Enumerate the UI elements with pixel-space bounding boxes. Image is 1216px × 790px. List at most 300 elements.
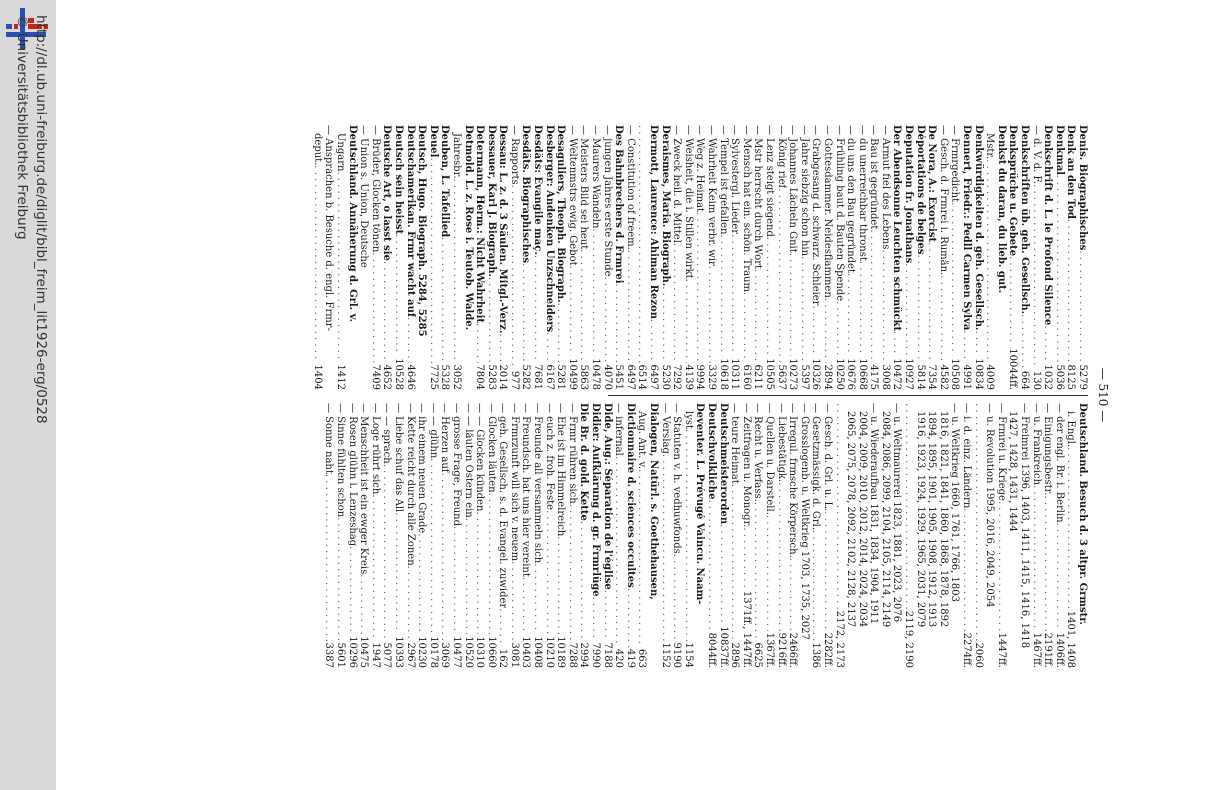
index-entry-term: Mstr. [984, 133, 996, 160]
leader-dots [601, 277, 613, 363]
index-entry-number: 5281 [555, 364, 567, 390]
leader-dots [636, 469, 648, 647]
index-entry-number: 3052 [450, 364, 462, 390]
index-entry [984, 403, 996, 668]
leader-dots [763, 515, 775, 631]
index-entry-number: 5279 [1077, 364, 1088, 390]
index-entry-term: 1427, 1428, 1431, 1444 [1007, 411, 1019, 532]
index-entry-term: Denkschriften üb. geh. Gesellsch. [1019, 125, 1031, 315]
index-entry-number [926, 627, 938, 629]
index-entry-term: deput. [311, 133, 323, 166]
index-entry-number: 10408 [532, 636, 544, 668]
index-entry [520, 403, 532, 668]
index-entry-term: — Bau ist gegründet [868, 125, 880, 230]
index-entry [705, 403, 717, 668]
leader-dots [752, 502, 764, 641]
index-entry [937, 125, 949, 390]
index-entry-term: — Zweck heil. d. Mittel [671, 125, 683, 243]
index-entry-number: 7725 [427, 364, 439, 390]
index-entry-term: — Weisheit, die i. Stillen wirkt [682, 125, 694, 279]
index-entry [1030, 125, 1042, 390]
scanned-page [160, 0, 1120, 790]
leader-dots [868, 229, 880, 362]
index-entry-number: 10044ff. [1007, 348, 1019, 390]
index-entry-number [798, 640, 810, 642]
leader-dots [427, 458, 439, 634]
index-entry-term: Dennert, Friedr.: Pedll Carmen Sylva [961, 125, 973, 331]
index-entry [543, 403, 555, 668]
leader-dots [543, 332, 555, 362]
index-entry [532, 125, 544, 390]
leader-dots [821, 298, 833, 363]
index-entry-number: 2172, 2173 [833, 610, 845, 668]
index-entry-term: — Frmr rühren sich [566, 403, 578, 504]
index-entry [717, 125, 729, 390]
leader-dots [485, 277, 497, 363]
index-entry-number: 1404 [311, 364, 323, 390]
index-entry-number: 3008 [879, 364, 891, 390]
index-entry-number: 4070 [601, 364, 613, 390]
index-entry [729, 125, 741, 390]
leader-dots [717, 234, 729, 356]
index-entry [358, 125, 370, 390]
index-entry-term: — u. Wiederaufbau 1831, 1834, 1904, 1911 [868, 403, 880, 625]
page-number: — 510 — [1096, 367, 1110, 423]
index-entry [787, 125, 799, 390]
index-entry [346, 125, 358, 390]
index-entry [972, 125, 984, 390]
index-entry [682, 125, 694, 390]
index-entry-term: Desberger: Andenken Unzschneiders [543, 125, 555, 333]
index-entry-number: 10528 [392, 358, 404, 390]
index-entry [555, 125, 567, 390]
leader-dots [845, 273, 857, 356]
leader-dots [439, 473, 451, 641]
index-entry-number: 1406ff. [1053, 632, 1065, 668]
index-entry-term: — u. Weltkrieg 1660, 1761, 1766, 1803 [949, 403, 961, 602]
index-entry-number: 3387 [323, 642, 335, 668]
index-entry [439, 403, 451, 668]
leader-dots [671, 554, 683, 641]
index-entry-number: 1401, 1408 [1065, 610, 1077, 668]
index-entry [323, 403, 335, 668]
leader-dots [833, 403, 845, 609]
index-entry [926, 403, 938, 668]
index-entry [334, 125, 346, 390]
index-column-right [323, 403, 1088, 668]
index-entry-number: 5814 [914, 364, 926, 390]
index-entry [960, 125, 972, 390]
index-entry-number: 10273 [787, 358, 799, 390]
index-entry-term: — Recht u. Verfass. [752, 403, 764, 502]
index-entry-term: — u. Frankreich [1030, 403, 1042, 486]
index-entry-term: — Loge rührt sich [369, 403, 381, 495]
index-entry-term: — u. Weltmaurerei 1823, 1881, 2023, 2076 [891, 403, 903, 623]
index-entry-term: Denkwürdigkeiten d. geh. Gesellsch. [972, 125, 984, 331]
source-url-link[interactable]: http://dl.ub.uni-freiburg.de/diglit/bibl_freim_lit1926-erg/0528 [33, 15, 49, 424]
leader-dots [1018, 314, 1030, 369]
index-entry-term: — — glühn [427, 403, 439, 459]
leader-dots [311, 165, 323, 362]
index-entry-number: 7804 [474, 364, 486, 390]
index-entry [311, 125, 323, 390]
index-entry-number: 9216ff. [775, 632, 787, 668]
index-entry-term: 2065, 2075, 2078, 2092, 2102, 2128, 2137 [845, 411, 857, 628]
index-entry-number [1076, 625, 1088, 627]
index-entry-term: Denksprüche u. Gebete [1007, 125, 1019, 257]
index-entry-term: — — Glocken künden [474, 403, 486, 512]
index-entry-term: — Johannes Lächeln Gnit [787, 125, 799, 253]
index-entry-number [1007, 532, 1019, 534]
index-entry-number: 6497 [624, 364, 636, 390]
index-entry [474, 403, 486, 668]
index-entry [624, 403, 636, 668]
index-entry-number: 162 [497, 648, 509, 668]
index-entry-term: — Gottesdammer. Neidesflammen [821, 125, 833, 298]
index-entry-term: i. Engl. [1065, 411, 1077, 448]
index-entry-term: — — sprach [381, 403, 393, 464]
index-entry-number: 10478 [590, 358, 602, 390]
index-entry-term: — Statuten v. h. vedhuwfonds [671, 403, 683, 554]
index-entry-term: Deputation fr. Jonathans [903, 125, 915, 264]
index-entry-number: 6211 [752, 364, 764, 390]
index-entry [1007, 125, 1019, 390]
index-entry [903, 125, 915, 390]
index-entry-number [949, 602, 961, 604]
index-entry-term: — Freimrei 1396, 1403, 1411, 1415, 1416, 1418 [1019, 403, 1031, 649]
leader-dots [323, 474, 335, 641]
index-entry-term: — König rief [775, 125, 787, 189]
leader-dots [474, 511, 486, 634]
index-entry-term: — grosse Frage, Freund [450, 403, 462, 527]
leader-dots [1065, 219, 1077, 363]
index-entry [566, 125, 578, 390]
index-entry-number: 663 [636, 648, 648, 668]
leader-dots [995, 501, 1007, 631]
index-entry [949, 403, 961, 668]
index-entry [984, 125, 996, 390]
index-entry [798, 403, 810, 668]
index-entry-number: 10520 [462, 636, 474, 668]
index-entry-number: 7288 [566, 642, 578, 668]
index-entry [624, 125, 636, 390]
leader-dots [798, 256, 810, 362]
leader-dots [810, 306, 822, 357]
index-entry-number: 5601 [335, 642, 346, 668]
index-entry-number: 8044ff. [706, 632, 717, 668]
leader-dots [960, 330, 972, 362]
index-entry [960, 403, 972, 668]
index-entry-number [868, 624, 880, 626]
leader-dots [810, 530, 822, 640]
leader-dots [485, 493, 497, 635]
index-entry [868, 403, 880, 668]
index-entry [416, 403, 428, 668]
index-entry-number: 1154 [682, 642, 694, 668]
index-entry [891, 125, 903, 390]
index-entry-term: — Weltenmstrs ewig. Gebot [566, 125, 578, 266]
index-entry-number: 1367ff. [763, 632, 775, 668]
index-entry [1007, 403, 1019, 668]
index-entry [450, 125, 462, 390]
index-entry-term: Desdäts. Biographisches [520, 125, 532, 264]
index-entry-term: — Freunde all versammeln sich [532, 403, 544, 564]
leader-dots [334, 517, 346, 640]
leader-dots [404, 317, 416, 362]
leader-dots [589, 597, 601, 641]
index-entry [474, 125, 486, 390]
leader-dots [903, 403, 915, 609]
index-entry-number: 6625 [752, 642, 764, 668]
index-entry-number [937, 627, 949, 629]
index-entry-term: — Wahrheit Keim verbr. wir [706, 125, 717, 266]
index-entry [856, 125, 868, 390]
index-entry-term: — Weg z. Heimat [694, 125, 706, 213]
index-entry-number: 5637 [775, 364, 787, 390]
index-entry-term: Determann, Herm.: Nicht Wahrheit [474, 125, 486, 323]
index-entry-number: 419 [624, 648, 636, 668]
index-entry-term: — Verslag [659, 403, 671, 454]
index-entry-number: 10189 [555, 636, 567, 668]
leader-dots [1007, 256, 1019, 346]
index-entry-term: Jahresbr. [450, 133, 462, 179]
index-entry [543, 125, 555, 390]
index-entry-number: 4646 [404, 364, 416, 390]
index-entry [694, 403, 706, 668]
leader-dots [763, 237, 775, 356]
leader-dots [508, 185, 520, 369]
index-entry [682, 403, 694, 668]
index-entry-term: — Kette reicht durch alle Zonen [404, 403, 416, 566]
copyright-text: © Universitätsbibliothek Freiburg [14, 15, 30, 240]
index-entry-number [856, 627, 868, 629]
index-entry-number: 10477 [450, 636, 462, 668]
index-entry-number: 10210 [543, 636, 555, 668]
leader-dots [1076, 250, 1088, 362]
leader-dots [543, 510, 555, 634]
leader-dots [949, 202, 961, 356]
index-entry-number: 10326 [810, 358, 822, 390]
index-entry-number: 1412 [335, 364, 346, 390]
index-entry [798, 125, 810, 390]
index-entry-term: Didier: Aufklärung d. gr. Frmrlüge [590, 403, 602, 597]
index-entry [578, 403, 590, 668]
index-entry-term: Deuben, L. Tafellied [439, 125, 451, 238]
index-entry-term: — d. V. d. F. [1030, 125, 1042, 185]
index-entry [369, 125, 381, 390]
leader-dots [624, 250, 636, 363]
leader-dots [752, 269, 764, 362]
leader-dots [578, 249, 590, 362]
index-entry-number [416, 337, 428, 339]
leader-dots [497, 333, 509, 362]
index-entry [833, 403, 845, 668]
index-entry-number [995, 293, 1007, 295]
index-entry-number: 10837ff. [717, 626, 729, 668]
index-entry-number: 4991 [961, 364, 973, 390]
index-entry-number: 10472 [891, 358, 903, 390]
index-entry-term: — Gesch. d. Frmrei i. Rumän. [937, 125, 949, 276]
index-entry [845, 125, 857, 390]
index-entry-number: 5283 [485, 364, 497, 390]
index-entry-term: 1894, 1895, 1901, 1905, 1908, 1912, 1913 [926, 411, 938, 628]
index-entry-term: Dialogen, Natürl. s. Goethehausen, [648, 403, 660, 600]
index-entry [1018, 125, 1030, 390]
index-entry [601, 403, 613, 668]
leader-dots [369, 252, 381, 362]
index-entry-term: — geh. Gesellsch. s. d. Evangel. zuwider [497, 403, 509, 609]
index-entry [763, 125, 775, 390]
leader-dots [740, 292, 752, 363]
index-entry-term: 1816, 1821, 1841, 1860, 1868, 1878, 1892 [937, 411, 949, 628]
leader-dots [682, 429, 694, 641]
index-entry [404, 403, 416, 668]
index-entry [508, 125, 520, 390]
index-entry-number: 5077 [381, 642, 393, 668]
index-entry-number: 420 [613, 648, 625, 668]
index-entry [879, 125, 891, 390]
index-entry-term: — Quellen u. Darstell. [763, 403, 775, 515]
leader-dots [682, 279, 694, 363]
sidebar [0, 0, 56, 790]
index-entry-term: Ungarn [335, 133, 346, 172]
leader-dots [717, 524, 729, 624]
index-entry-term: — Constitution of freem. [624, 125, 636, 250]
index-entry-term: 2004, 2009, 2010, 2012, 2014, 2024, 2034 [856, 411, 868, 628]
leader-dots [705, 499, 717, 630]
index-entry-term: Die Br. d. gold. Kette [578, 403, 590, 521]
index-entry-term: — Ehe ist im Himmelreich [555, 403, 567, 537]
leader-dots [520, 263, 532, 362]
index-entry [1030, 403, 1042, 668]
index-entry [439, 125, 451, 390]
index-entry [752, 403, 764, 668]
index-entry [346, 403, 358, 668]
leader-dots [1030, 485, 1042, 631]
index-entry-term: — Mstr herrscht durch Wort [752, 125, 764, 270]
index-entry [497, 125, 509, 390]
index-entry-term: Denis. Biographisches [1077, 125, 1088, 251]
leader-dots [334, 171, 346, 362]
index-entry-term: — Irregul. frmsche Körpersch. [787, 403, 799, 558]
index-entry-number: 10676 [845, 358, 857, 390]
index-entry [856, 403, 868, 668]
index-entry [1076, 125, 1088, 390]
leader-dots [555, 536, 567, 634]
index-entry-term: — Brüder, Glocken tönen [369, 125, 381, 253]
index-entry-term: Dide, Aug.: Séparation de l'église [601, 403, 613, 590]
leader-dots [450, 526, 462, 634]
index-entry [392, 403, 404, 668]
leader-dots [926, 242, 938, 362]
index-entry-number: 1447ff. [995, 632, 1007, 668]
leader-dots [659, 286, 671, 362]
index-entry-term: Desdäts: Evangile maç. [532, 125, 544, 255]
leader-dots [787, 558, 799, 631]
index-entry-number: 5282 [520, 364, 532, 390]
index-entry-number [914, 627, 926, 629]
leader-dots [879, 249, 891, 362]
index-entry [601, 125, 613, 390]
leader-dots [671, 243, 683, 363]
index-entry-number: 130 [1030, 370, 1042, 390]
index-entry [485, 403, 497, 668]
index-entry-term: — Liebestätigk. [775, 403, 787, 483]
index-entry-term: Desaguliers, Theoph. Biograph. [555, 125, 567, 303]
index-entry-number: 2466ff. [787, 632, 799, 668]
index-entry-number: 10178 [427, 636, 439, 668]
index-entry-term: Denkschrift d. L. le Profond Silence [1042, 125, 1054, 326]
index-entry-number: 6497 [648, 364, 660, 390]
index-entry-term: Déportations de belges [914, 125, 926, 255]
index-entry [1053, 125, 1065, 390]
index-entry-term: — Frmrgedicht [949, 125, 961, 203]
index-entry-number: 2282ff. [821, 632, 833, 668]
index-entry [752, 125, 764, 390]
leader-dots [532, 255, 544, 363]
index-entry-term: — — läuten Ostern ein [462, 403, 474, 518]
index-entry-number [845, 627, 857, 629]
index-entry [937, 403, 949, 668]
index-entry-number: 2967 [404, 642, 416, 668]
leader-dots [566, 504, 578, 641]
index-entry-number: 8125 [1065, 364, 1077, 390]
leader-dots [1053, 175, 1065, 362]
index-entry-term: — i. d. einz. Ländern [961, 403, 973, 509]
leader-dots [1053, 523, 1065, 631]
leader-dots [566, 266, 578, 357]
index-entry [705, 125, 717, 390]
index-entry [520, 125, 532, 390]
index-entry-number [1018, 648, 1030, 650]
index-entry [879, 403, 891, 668]
index-entry [1065, 403, 1077, 668]
leader-dots [416, 533, 428, 634]
index-entry-number: 4009 [984, 364, 996, 390]
index-entry-number: 1467ff. [1030, 632, 1042, 668]
index-entry-number: 5328 [439, 364, 451, 390]
index-entry-number: 2896 [729, 642, 741, 668]
index-entry-term: — Einigungsbestr. [1042, 403, 1054, 496]
leader-dots [1042, 495, 1054, 630]
leader-dots [532, 563, 544, 634]
leader-dots [427, 157, 439, 362]
leader-dots [589, 228, 601, 356]
index-entry-term: — Frühling baut d. Bauten Spende [833, 125, 845, 302]
index-entry-number: 10403 [520, 636, 532, 668]
index-entry-term: — infernal [613, 403, 625, 456]
index-column-left [311, 125, 1088, 390]
leader-dots [705, 266, 717, 363]
index-entry-number [346, 322, 358, 324]
index-entry-term: Aug. Ant. v. [636, 411, 648, 470]
index-entry [833, 125, 845, 390]
index-entry-term: — Zeitfragen u. Monogr. [740, 403, 752, 528]
index-entry-number: 4582 [937, 364, 949, 390]
leader-dots [694, 212, 706, 362]
index-entry [972, 403, 984, 668]
index-entry [740, 403, 752, 668]
index-entry-number: 6160 [740, 364, 752, 390]
index-entry-number: 5230 [659, 364, 671, 390]
index-entry-term: — Menschheit ist ein ewger Kreis [358, 403, 370, 575]
index-entry-term: Des Bahnbrechers d. Frmrei [613, 125, 625, 284]
leader-dots [891, 331, 903, 356]
index-entry-term: Deraismes, Maria. Biograph. [659, 125, 671, 287]
index-entry-number: 5036 [1053, 364, 1065, 390]
index-entry-term: Deutschland. Besuch d. 3 altpr. Grmstr. [1077, 403, 1088, 626]
index-entry-number: 1386 [810, 642, 822, 668]
